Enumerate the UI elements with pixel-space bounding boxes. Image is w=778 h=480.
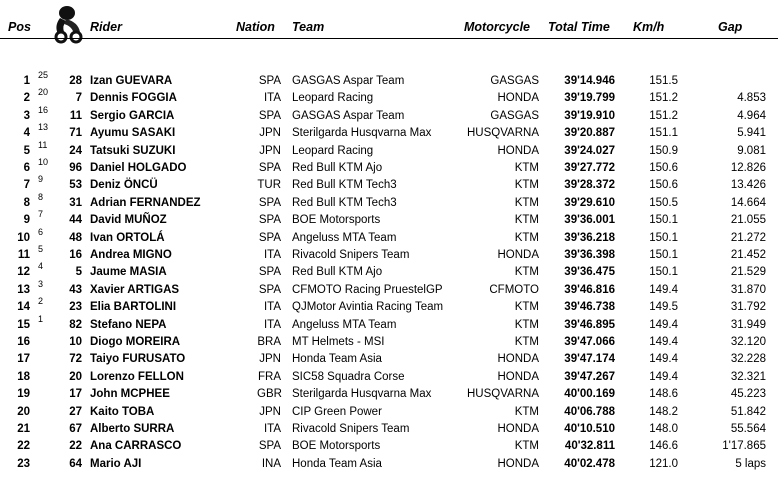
- cell-team: BOE Motorsports: [292, 214, 381, 227]
- cell-team: Leopard Racing: [292, 144, 374, 157]
- table-row: [0, 87, 778, 107]
- cell-team: Leopard Racing: [292, 92, 374, 105]
- table-row: [0, 191, 778, 212]
- table-row: [0, 209, 778, 229]
- cell-moto: GASGAS: [490, 109, 539, 122]
- cell-moto: GASGAS: [490, 75, 539, 87]
- cell-nation: JPN: [259, 127, 281, 140]
- cell-nation: SPA: [258, 266, 281, 279]
- cell-gap: 21.452: [730, 249, 766, 261]
- cell-gap: 32.120: [730, 336, 766, 348]
- cell-num: 72: [69, 353, 82, 366]
- table-row: [0, 157, 778, 177]
- cell-num: 28: [69, 75, 82, 87]
- cell-moto: HONDA: [497, 457, 539, 470]
- cell-rider: Ivan ORTOLÁ: [90, 231, 165, 244]
- cell-rider: Izan GUEVARA: [90, 75, 173, 87]
- cell-num: 5: [75, 266, 82, 279]
- table-row: [0, 421, 778, 438]
- cell-num: 64: [69, 457, 82, 470]
- cell-pos: 14: [17, 301, 30, 314]
- cell-gap: 5.941: [737, 127, 766, 140]
- cell-pos: 15: [17, 318, 30, 331]
- cell-nation: SPA: [258, 109, 281, 122]
- cell-pos: 8: [23, 196, 30, 209]
- table-row: [0, 226, 778, 247]
- cell-moto: HUSQVARNA: [467, 388, 539, 401]
- cell-gap: 9.081: [737, 144, 766, 157]
- cell-gap: 51.842: [730, 405, 766, 418]
- cell-grid: 16: [38, 104, 49, 115]
- cell-team: Honda Team Asia: [292, 457, 382, 470]
- cell-kmh: 149.4: [649, 353, 678, 366]
- cell-grid: 13: [38, 122, 49, 133]
- cell-pos: 5: [23, 144, 30, 157]
- cell-moto: KTM: [514, 162, 539, 174]
- cell-num: 20: [69, 370, 82, 383]
- cell-rider: Andrea MIGNO: [90, 249, 172, 261]
- cell-time: 39'24.027: [564, 144, 615, 157]
- cell-num: 16: [69, 249, 82, 261]
- cell-moto: HONDA: [497, 370, 539, 383]
- cell-num: 22: [69, 440, 82, 453]
- cell-pos: 6: [23, 162, 30, 174]
- cell-grid: 1: [38, 313, 44, 324]
- cell-num: 10: [69, 336, 82, 348]
- cell-team: Angeluss MTA Team: [292, 231, 397, 244]
- table-row: [0, 351, 778, 368]
- cell-kmh: 151.5: [649, 75, 678, 87]
- table-row: [0, 139, 778, 160]
- cell-time: 39'19.799: [564, 92, 615, 105]
- cell-grid: 6: [38, 226, 44, 237]
- cell-num: 82: [69, 318, 82, 331]
- cell-grid: 2: [38, 296, 44, 307]
- col-motorcycle: Motorcycle: [464, 20, 530, 34]
- cell-moto: KTM: [514, 301, 539, 314]
- table-row: [0, 244, 778, 264]
- cell-grid: 3: [38, 278, 44, 289]
- cell-moto: KTM: [514, 214, 539, 227]
- cell-team: Sterilgarda Husqvarna Max: [292, 388, 432, 401]
- cell-moto: HONDA: [497, 423, 539, 435]
- cell-rider: Adrian FERNANDEZ: [90, 196, 201, 209]
- col-rider: Rider: [90, 20, 122, 34]
- cell-kmh: 150.1: [649, 231, 678, 244]
- cell-team: BOE Motorsports: [292, 440, 381, 453]
- cell-team: Honda Team Asia: [292, 353, 382, 366]
- cell-pos: 17: [17, 353, 30, 366]
- cell-nation: ITA: [263, 318, 281, 331]
- cell-team: Angeluss MTA Team: [292, 318, 397, 331]
- cell-rider: Daniel HOLGADO: [90, 162, 187, 174]
- table-row: [0, 261, 778, 281]
- cell-team: SIC58 Squadra Corse: [292, 370, 405, 383]
- cell-time: 39'36.218: [564, 231, 615, 244]
- cell-pos: 21: [17, 423, 30, 435]
- cell-team: Red Bull KTM Tech3: [292, 196, 397, 209]
- cell-pos: 23: [17, 457, 30, 470]
- cell-grid: 25: [38, 70, 49, 80]
- cell-time: 39'27.772: [564, 162, 615, 174]
- cell-num: 67: [69, 423, 82, 435]
- cell-moto: CFMOTO: [489, 283, 539, 296]
- cell-grid: 20: [38, 87, 49, 98]
- cell-gap: 31.870: [730, 283, 766, 296]
- cell-time: 39'28.372: [564, 179, 615, 192]
- table-row: [0, 174, 778, 194]
- cell-num: 43: [69, 283, 82, 296]
- cell-rider: Alberto SURRA: [90, 423, 175, 435]
- col-total-time: Total Time: [548, 20, 610, 34]
- table-row: [0, 334, 778, 351]
- cell-rider: Sergio GARCIA: [90, 109, 175, 122]
- table-row: [0, 386, 778, 403]
- cell-num: 71: [69, 127, 82, 140]
- cell-moto: HONDA: [497, 249, 539, 261]
- cell-pos: 2: [23, 92, 30, 105]
- cell-moto: KTM: [514, 196, 539, 209]
- cell-time: 39'47.267: [564, 370, 615, 383]
- cell-time: 39'19.910: [564, 109, 615, 122]
- cell-team: CFMOTO Racing PruestelGP: [292, 283, 443, 296]
- cell-time: 39'14.946: [564, 75, 615, 87]
- cell-pos: 12: [17, 266, 30, 279]
- cell-team: GASGAS Aspar Team: [292, 109, 405, 122]
- cell-moto: HONDA: [497, 144, 539, 157]
- cell-kmh: 150.1: [649, 266, 678, 279]
- cell-rider: Stefano NEPA: [90, 318, 167, 331]
- cell-kmh: 148.2: [649, 405, 678, 418]
- cell-kmh: 149.4: [649, 318, 678, 331]
- col-gap: Gap: [718, 20, 743, 34]
- cell-gap: 1'17.865: [722, 440, 766, 453]
- cell-grid: 9: [38, 174, 44, 185]
- cell-pos: 11: [17, 249, 30, 261]
- cell-rider: Taiyo FURUSATO: [90, 353, 186, 366]
- cell-nation: JPN: [259, 405, 281, 418]
- cell-num: 96: [69, 162, 82, 174]
- cell-gap: 21.272: [730, 231, 766, 244]
- cell-grid: 7: [38, 209, 44, 220]
- cell-gap: 5 laps: [735, 457, 766, 470]
- cell-rider: Xavier ARTIGAS: [90, 283, 180, 296]
- cell-gap: 32.321: [730, 370, 766, 383]
- cell-time: 39'20.887: [564, 127, 615, 140]
- cell-kmh: 149.5: [649, 301, 678, 314]
- cell-time: 40'06.788: [564, 405, 615, 418]
- cell-time: 40'00.169: [564, 388, 615, 401]
- cell-team: Rivacold Snipers Team: [292, 249, 410, 261]
- cell-time: 40'10.510: [564, 423, 615, 435]
- header-divider: [0, 38, 778, 39]
- cell-gap: 45.223: [730, 388, 766, 401]
- cell-team: MT Helmets - MSI: [292, 336, 385, 348]
- cell-kmh: 150.5: [649, 196, 678, 209]
- cell-kmh: 151.2: [649, 109, 678, 122]
- cell-rider: Lorenzo FELLON: [90, 370, 184, 383]
- cell-time: 39'36.001: [564, 214, 615, 227]
- col-nation: Nation: [236, 20, 275, 34]
- cell-num: 23: [69, 301, 82, 314]
- cell-time: 39'36.475: [564, 266, 615, 279]
- cell-num: 11: [69, 109, 82, 122]
- cell-grid: 4: [38, 261, 44, 272]
- cell-num: 31: [69, 196, 82, 209]
- cell-num: 48: [69, 231, 82, 244]
- cell-num: 7: [75, 92, 82, 105]
- cell-pos: 3: [23, 109, 30, 122]
- cell-nation: SPA: [258, 214, 281, 227]
- cell-moto: HUSQVARNA: [467, 127, 539, 140]
- cell-kmh: 151.2: [649, 92, 678, 105]
- cell-kmh: 148.6: [649, 388, 678, 401]
- cell-moto: KTM: [514, 266, 539, 279]
- cell-nation: GBR: [257, 388, 282, 401]
- table-row: [0, 313, 778, 334]
- cell-team: Red Bull KTM Ajo: [292, 162, 383, 174]
- cell-team: Rivacold Snipers Team: [292, 423, 410, 435]
- cell-rider: Kaito TOBA: [90, 405, 155, 418]
- cell-rider: Dennis FOGGIA: [90, 92, 177, 105]
- cell-pos: 22: [17, 440, 30, 453]
- cell-kmh: 151.1: [649, 127, 678, 140]
- col-pos: Pos: [8, 20, 31, 34]
- table-row: [0, 369, 778, 386]
- cell-kmh: 150.9: [649, 144, 678, 157]
- cell-nation: ITA: [263, 249, 281, 261]
- cell-kmh: 149.4: [649, 283, 678, 296]
- cell-grid: 8: [38, 191, 44, 202]
- cell-rider: Ana CARRASCO: [90, 440, 182, 453]
- table-row: [0, 438, 778, 455]
- cell-grid: 10: [38, 157, 49, 167]
- cell-pos: 7: [23, 179, 30, 192]
- cell-team: QJMotor Avintia Racing Team: [292, 301, 444, 314]
- cell-grid: 11: [38, 139, 48, 150]
- cell-kmh: 121.0: [649, 457, 678, 470]
- cell-gap: 13.426: [730, 179, 766, 192]
- cell-nation: TUR: [257, 179, 281, 192]
- cell-moto: HONDA: [497, 353, 539, 366]
- cell-num: 24: [69, 144, 82, 157]
- cell-nation: JPN: [259, 144, 281, 157]
- cell-kmh: 150.6: [649, 179, 678, 192]
- cell-time: 39'47.174: [564, 353, 615, 366]
- cell-moto: HONDA: [497, 92, 539, 105]
- cell-team: GASGAS Aspar Team: [292, 75, 405, 87]
- cell-team: CIP Green Power: [292, 405, 382, 418]
- table-row: [0, 122, 778, 142]
- cell-time: 39'47.066: [564, 336, 615, 348]
- cell-nation: BRA: [257, 336, 281, 348]
- cell-rider: Elia BARTOLINI: [90, 301, 177, 314]
- cell-pos: 13: [17, 283, 30, 296]
- cell-num: 27: [69, 405, 82, 418]
- cell-rider: Mario AJI: [90, 457, 142, 470]
- cell-gap: 12.826: [730, 162, 766, 174]
- cell-gap: 4.964: [737, 109, 766, 122]
- cell-gap: 21.529: [730, 266, 766, 279]
- cell-kmh: 146.6: [649, 440, 678, 453]
- cell-num: 17: [69, 388, 82, 401]
- cell-gap: 32.228: [730, 353, 766, 366]
- cell-nation: SPA: [258, 231, 281, 244]
- cell-nation: ITA: [263, 92, 281, 105]
- cell-time: 39'29.610: [564, 196, 615, 209]
- cell-moto: KTM: [514, 336, 539, 348]
- cell-gap: 31.949: [730, 318, 766, 331]
- table-row: [0, 296, 778, 316]
- cell-moto: KTM: [514, 405, 539, 418]
- cell-rider: Deniz ÖNCÜ: [90, 179, 158, 192]
- cell-nation: SPA: [258, 440, 281, 453]
- cell-pos: 16: [17, 336, 30, 348]
- cell-kmh: 149.4: [649, 336, 678, 348]
- cell-time: 40'32.811: [564, 440, 615, 453]
- cell-nation: SPA: [258, 196, 281, 209]
- results-header: [0, 0, 778, 50]
- cell-pos: 19: [17, 388, 30, 401]
- cell-kmh: 148.0: [649, 423, 678, 435]
- cell-pos: 1: [23, 75, 30, 87]
- col-kmh: Km/h: [633, 20, 665, 34]
- cell-nation: ITA: [263, 301, 281, 314]
- cell-rider: Diogo MOREIRA: [90, 336, 181, 348]
- table-row: [0, 104, 778, 125]
- cell-team: Red Bull KTM Ajo: [292, 266, 383, 279]
- cell-nation: FRA: [258, 370, 281, 383]
- cell-pos: 20: [17, 405, 30, 418]
- cell-nation: JPN: [259, 353, 281, 366]
- cell-rider: Tatsuki SUZUKI: [90, 144, 176, 157]
- cell-nation: SPA: [258, 283, 281, 296]
- cell-num: 44: [69, 214, 82, 227]
- cell-gap: 21.055: [730, 214, 766, 227]
- cell-moto: KTM: [514, 318, 539, 331]
- table-row: [0, 404, 778, 421]
- table-row: [0, 70, 778, 90]
- cell-kmh: 149.4: [649, 370, 678, 383]
- cell-time: 39'46.738: [564, 301, 615, 314]
- cell-nation: INA: [261, 457, 281, 470]
- cell-rider: Jaume MASIA: [90, 266, 167, 279]
- cell-team: Sterilgarda Husqvarna Max: [292, 127, 432, 140]
- cell-time: 40'02.478: [564, 457, 615, 470]
- cell-pos: 4: [23, 127, 30, 140]
- cell-nation: SPA: [258, 162, 281, 174]
- cell-kmh: 150.1: [649, 214, 678, 227]
- cell-moto: KTM: [514, 179, 539, 192]
- cell-gap: 4.853: [737, 92, 766, 105]
- cell-moto: KTM: [514, 231, 539, 244]
- cell-gap: 55.564: [730, 423, 766, 435]
- col-team: Team: [292, 20, 325, 34]
- cell-pos: 10: [17, 231, 30, 244]
- cell-time: 39'36.398: [564, 249, 615, 261]
- cell-nation: ITA: [263, 423, 281, 435]
- cell-nation: SPA: [258, 75, 281, 87]
- cell-rider: Ayumu SASAKI: [90, 127, 176, 140]
- cell-kmh: 150.1: [649, 249, 678, 261]
- cell-rider: David MUÑOZ: [90, 214, 167, 227]
- table-row: [0, 278, 778, 299]
- cell-moto: KTM: [514, 440, 539, 453]
- cell-grid: 5: [38, 244, 44, 254]
- cell-time: 39'46.816: [564, 283, 615, 296]
- cell-team: Red Bull KTM Tech3: [292, 179, 397, 192]
- cell-gap: 14.664: [730, 196, 766, 209]
- cell-rider: John MCPHEE: [90, 388, 170, 401]
- cell-time: 39'46.895: [564, 318, 615, 331]
- cell-gap: 31.792: [730, 301, 766, 314]
- cell-pos: 18: [17, 370, 30, 383]
- cell-kmh: 150.6: [649, 162, 678, 174]
- cell-pos: 9: [23, 214, 30, 227]
- table-row: [0, 456, 778, 473]
- cell-num: 53: [69, 179, 82, 192]
